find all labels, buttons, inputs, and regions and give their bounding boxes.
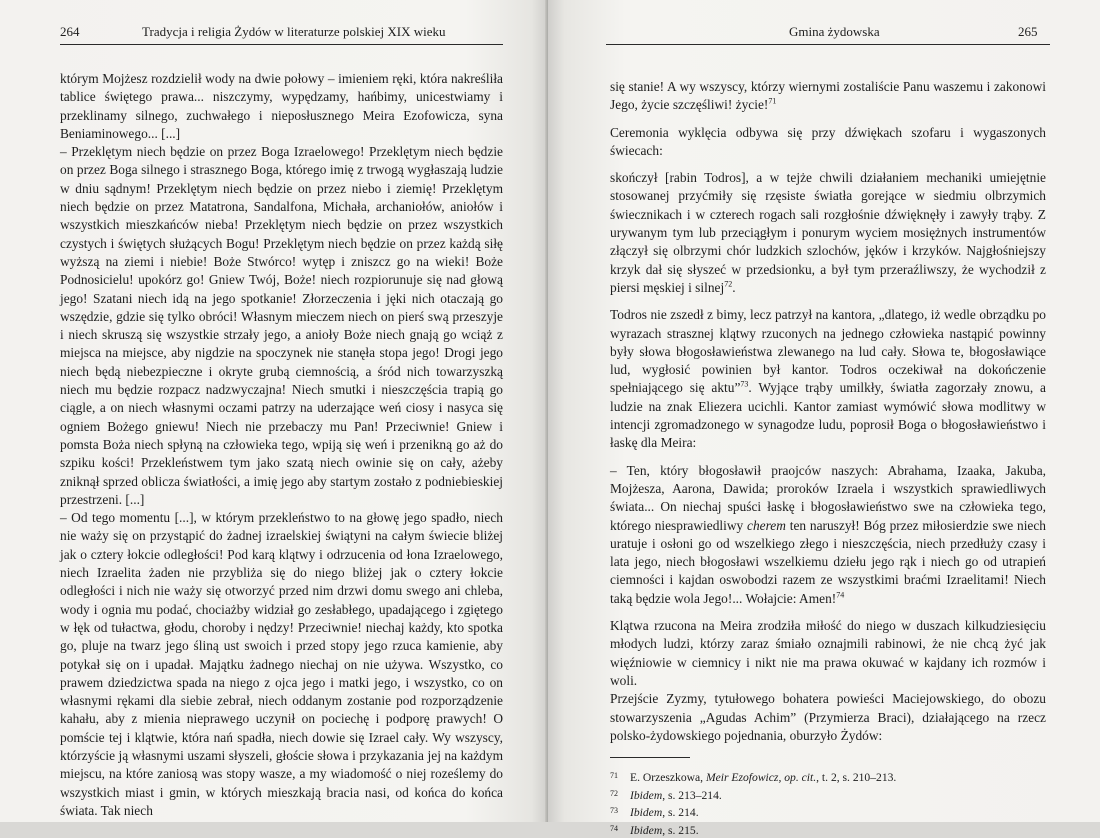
quote-paragraph: się stanie! A wy wszyscy, którzy wiernymi zostaliście Panu waszemu i zakonowi Jego, życie szczęśliwi! życie!$^{71}$ — [610, 79, 1046, 113]
body-paragraph: Todros nie zszedł z bimy, lecz patrzył na kantora, „dlatego, iż wedle obrządku po wyrazach strasznej klątwy rzuconych na jednego człowieka nastąpić powinny były słowa błogosławieństwa zlewanego na lud cały. Słowa te, błogosławiące lud, wygłosić powinien był kantor. Todros oczekiwał na dokończenie spełniającego się aktu”$^{73}$. Wyjące trąby umilkły, światła zagorzały znowu, a ludzie na znak Eliezera ucichli. Kantor zamiast wymówić słowa modlitwy w intencji zgromadzonego w synagodze ludu, poprosił Boga o błogosławieństwo i łaskę dla Meira: — [610, 307, 1046, 451]
footnote-ref: 72 — [724, 279, 733, 289]
footnote: 73 Ibidem, s. 214. — [610, 806, 699, 820]
left-page — [0, 0, 548, 822]
body-paragraph: Ceremonia wyklęcia odbywa się przy dźwiękach szofaru i wygaszonych świecach: — [610, 124, 1046, 158]
footnote-ref: 74 — [836, 590, 845, 600]
running-title: Gmina żydowska — [789, 24, 880, 39]
quote-paragraph: – Przeklętym niech będzie on przez Boga Izraelowego! Przeklętym niech będzie on przez Boga silnego i strasznego Boga, którego imię z trwogą wygłaszają ludzie w dniu sądnym! Przeklętym niech będzie on przez niebo i ziemię! Przeklętym niech będzie on przez Matatrona, Sandalfona, Michała, archaniołów, aniołów i wszystkich mieszkańców nieba! Przeklętym niech będzie on przez wszystkich czystych i świętych służących Bogu! Przeklętym niech będzie on przez każdą siłę wyższą na ziemi i niebie! Boże Stwórco! wytęp i zniszcz go na wieki! Boże Podnosicielu! upokórz go! Gniew Twój, Boże! niech rozpiorunuje się nad głową jego! Szatani niech idą na jego spotkanie! Złorzeczenia i jęki nich otaczają go wszędzie, gdzie się tylko obróci! Własnym mieczem niech on pierś swą przeszyje i niech skruszą się wszystkie strzały jego, a anioły Boże niech gnają go wciąż z miejsca na miejsce, aby nigdzie na spoczynek nie stanęła stopa jego! Drogi jego niech będą niebezpieczne i okryte grubą ciemnością, a śród nich towarzyszką niech mu będzie rozpacz nadzwyczajna! Niech smutki i nieszczęścia trapią go ciągle, a on niech własnymi oczami patrzy na uderzające weń ciosy i nasyca się ogniem Bożego gniewu! Niech nie przebaczy mu Pan! Przeciwnie! Gniew i pomsta Boża niech spłyną na człowieka tego, wpiją się weń i przenikną go aż do szpiku kości! Przekleństwem tym jako szatą niech owinie się on cały, ażeby zniknął sprzed oblicza światłości, a imię jego aby startym zostało z podniebieskiej przestrzeni. [...] — [60, 144, 503, 507]
header-rule — [606, 44, 1050, 45]
quote-paragraph: którym Mojżesz rozdzielił wody na dwie połowy – imieniem ręki, która nakreśliła tablice świętego prawa... niszczymy, wypędzamy, hańbimy, unicestwiamy i przeklinamy silnego, zuchwałego i nieposłusznego Meira Ezofowicza, syna Beniaminowego... [...] — [60, 71, 503, 141]
page-number: 264 — [60, 24, 80, 39]
body-paragraph: Przejście Zyzmy, tytułowego bohatera powieści Maciejowskiego, do obozu stowarzyszenia „Agudas Achim” (Przymierza Braci), działającego na rzecz polsko-żydowskiego pojednania, oburzyło Żydów: — [610, 691, 1046, 743]
header-rule — [60, 44, 503, 45]
quote-paragraph: skończył [rabin Todros], a w tejże chwili działaniem mechaniki umiejętnie stosowanej przyćmiły się rzęsiste światła gorejące w siedmiu olbrzymich świecznikach i w czterech rogach sali rozgłośnie dźwięknęły i zawyły trąby. Z urywanym tym lub przeciągłym i ponurym wyciem mosiężnych instrumentów złączył się olbrzymi chór ludzkich szlochów, jęków i krzyków. Najgłośniejszy krzyk dał się słyszeć w przedsionku, a był tym przeraźliwszy, że wychodził z piersi męskiej i silnej$^{72}$. — [610, 170, 1046, 295]
footnote: 74 Ibidem, s. 215. — [610, 823, 699, 837]
quote-paragraph: – Ten, który błogosławił praojców naszych: Abrahama, Izaaka, Jakuba, Mojżesza, Aarona, Dawida; proroków Izraela i wszystkich sprawiedliwych świata... On niechaj spuści łaskę i błogosławieństwo swe na człowieka tego, którego niesprawiedliwy cherem ten naruszył! Bóg przez miłosierdzie swe niech uratuje i osłoni go od wszelkiego złego i nieszczęścia, niech przedłuży czasy i lata jego, niech błogosławi wszelkiemu dziełu jego rąk i niech go od utrapień ciemności i kajdan oswobodzi razem ze wszystkimi braćmi Izraelitami! Niech taką będzie wola Jego!... Wołajcie: Amen!$^{74}$ — [610, 462, 1046, 606]
footnote-ref: 73 — [740, 379, 749, 389]
left-body-text — [60, 70, 503, 820]
running-title: Tradycja i religia Żydów w literaturze polskiej XIX wieku — [142, 24, 446, 39]
footnote: 72 Ibidem, s. 213–214. — [610, 788, 722, 802]
body-paragraph: Klątwa rzucona na Meira zrodziła miłość do niego w duszach kilkudziesięciu młodych ludzi, którzy zaraz śmiało oznajmili rabinowi, że nie chcą żyć jak więźniowie w ciemnicy i nikt nie ma prawa okuwać w kajdany ich rozmów i woli. — [610, 618, 1046, 688]
quote-paragraph: – Od tego momentu [...], w którym przekleństwo to na głowę jego spadło, niech nie waży się on przystąpić do żadnej izraelskiej świątyni na całym świecie bliżej jak o cztery łokcie odległości! Pod karą klątwy i odrzucenia od łona Izraelowego, niech Izraelita żaden nie przybliża się do niego bliżej jak o cztery łokcie odległości i nich nie waży się otworzyć przed nim drzwi domu swego ani chleba, wody i ognia mu podać, chociażby widział go zesłabłego, upadającego i zgiętego w łęk od tułactwa, głodu, choroby i nędzy! Przeciwnie! niechaj każdy, kto spotka go, pluje na twarz jego śliną ust swoich i przed stopy jego rzuca kamienie, aby potykał się on i upadał. Majątku żadnego niechaj on nie używa. Wszystko, co prawem dziedzictwa spada na niego z ojca jego i matki jego, i wszystko, co on własnymi rękami dla siebie zebrał, niech oddanym zostanie pod rozporządzenie kahału, aby z mienia nieprawego uczynił on pociechę i podporę prawych! O pomście tej i klątwie, która nań spadła, niech dowie się Izrael cały. Wy wszyscy, którzyście ją własnymi uszami słyszeli, głoście słowa i przykazania jej na każdym miejscu, na które zaniosą was stopy wasze, a my wiadomość o niej roześlemy do wszystkich miast i gmin, w których mieszkają bracia nasi, od końca do końca świata. Tak niech — [60, 510, 503, 818]
footnote-ref: 71 — [768, 96, 777, 106]
right-page — [548, 0, 1100, 837]
footnote: 71 E. Orzeszkowa, Meir Ezofowicz, op. cit., t. 2, s. 210–213. — [610, 771, 897, 785]
footnote-rule — [610, 757, 690, 758]
right-body-text — [610, 78, 1046, 838]
footnotes — [610, 768, 1046, 838]
page-number: 265 — [1018, 24, 1038, 39]
